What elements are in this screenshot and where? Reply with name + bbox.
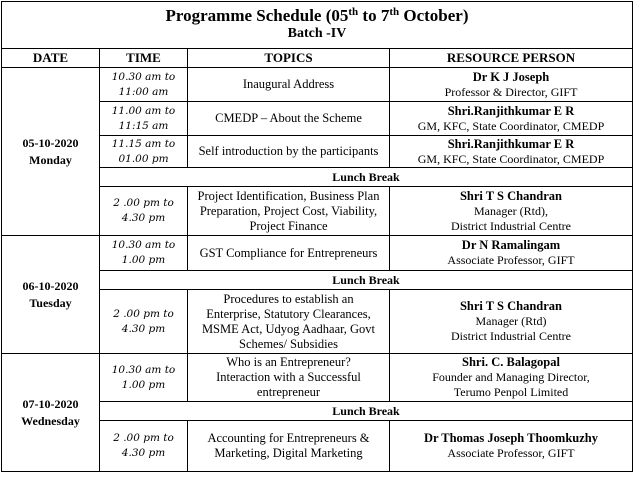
topic-cell xyxy=(188,421,390,472)
time-from: 10.30 am to xyxy=(111,239,176,251)
topic-line: entrepreneur xyxy=(256,385,321,399)
column-header-time: TIME xyxy=(100,49,188,68)
title-cell xyxy=(2,2,633,49)
resource-person-cell xyxy=(390,136,633,168)
resource-person-cell xyxy=(390,187,633,236)
topic-line: GST Compliance for Entrepreneurs xyxy=(199,245,378,260)
resource-person-name: Dr N Ramalingam xyxy=(461,238,561,252)
topic-line: MSME Act, Udyog Aadhaar, Govt xyxy=(201,321,376,336)
weekday-value: Tuesday xyxy=(29,295,72,310)
topic-line: Project Identification, Business Plan xyxy=(197,188,380,203)
topic-line: CMEDP – About the Scheme xyxy=(215,111,362,125)
topic-cell xyxy=(188,102,390,136)
topic-line: Self introduction by the participants xyxy=(198,144,379,158)
schedule-row xyxy=(2,236,633,271)
time-from: 10.30 am to xyxy=(111,363,176,376)
topic-line: Interaction with a Successful xyxy=(216,370,361,384)
time-to: 4.30 pm xyxy=(121,322,166,335)
date-value: 07-10-2020 xyxy=(22,396,79,411)
time-to: 11:15 am xyxy=(118,119,169,132)
lunch-break-cell: Lunch Break xyxy=(100,168,633,187)
title-sup-1: th xyxy=(348,6,359,18)
time-from: 2 .00 pm to xyxy=(113,432,174,444)
topic-cell xyxy=(188,290,390,354)
schedule-body xyxy=(2,2,633,472)
time-cell xyxy=(100,68,188,102)
resource-person-role: Founder and Managing Director, xyxy=(432,370,590,384)
topic-cell xyxy=(188,354,390,402)
time-to: 11:00 am xyxy=(118,85,169,98)
topic-cell xyxy=(188,68,390,102)
time-cell xyxy=(100,102,188,136)
resource-person-role: GM, KFC, State Coordinator, CMEDP xyxy=(417,118,605,133)
topic-cell xyxy=(188,236,390,271)
resource-person-role: Professor & Director, GIFT xyxy=(444,84,578,99)
page-title xyxy=(5,7,629,25)
resource-person-name: Dr K J Joseph xyxy=(472,69,550,84)
resource-person-cell xyxy=(390,102,633,136)
resource-person-role: GM, KFC, State Coordinator, CMEDP xyxy=(417,151,605,166)
batch-label: Batch -IV xyxy=(287,26,347,41)
topic-line: Schemes/ Subsidies xyxy=(239,336,338,351)
title-mid: to 7 xyxy=(358,6,390,25)
date-value: 06-10-2020 xyxy=(22,278,79,293)
resource-person-name: Shri.Ranjithkumar E R xyxy=(447,136,575,151)
weekday-value: Monday xyxy=(29,152,72,167)
resource-person-name: Shri.Ranjithkumar E R xyxy=(447,103,575,118)
date-value: 05-10-2020 xyxy=(22,135,79,150)
resource-person-name: Shri T S Chandran xyxy=(459,299,563,313)
column-header-topics: TOPICS xyxy=(188,49,390,68)
resource-person-cell xyxy=(390,68,633,102)
resource-person-role: Manager (Rtd), xyxy=(474,203,548,218)
time-from: 10.30 am to xyxy=(111,70,176,83)
time-cell xyxy=(100,354,188,402)
title-prefix: Programme Schedule (05 xyxy=(165,6,349,25)
column-header-resource: RESOURCE PERSON xyxy=(390,49,633,68)
schedule-row xyxy=(2,68,633,102)
resource-person-name: Shri T S Chandran xyxy=(459,188,563,203)
resource-person-role: Terumo Penpol Limited xyxy=(453,385,569,399)
column-header-row xyxy=(2,49,633,68)
lunch-break-cell: Lunch Break xyxy=(100,271,633,290)
time-from: 2 .00 pm to xyxy=(113,307,174,320)
schedule-row xyxy=(2,354,633,402)
time-to: 4.30 pm xyxy=(121,447,166,459)
time-from: 11.00 am to xyxy=(111,104,176,117)
time-cell xyxy=(100,290,188,354)
time-from: 2 .00 pm to xyxy=(113,197,174,209)
topic-cell xyxy=(188,136,390,168)
resource-person-cell xyxy=(390,290,633,354)
time-to: 1.00 pm xyxy=(121,254,166,266)
resource-person-cell xyxy=(390,421,633,472)
time-cell xyxy=(100,136,188,168)
topic-line: Enterprise, Statutory Clearances, xyxy=(206,306,371,321)
resource-person-cell xyxy=(390,236,633,271)
topic-cell xyxy=(188,187,390,236)
time-cell xyxy=(100,236,188,271)
title-suffix: October) xyxy=(399,6,469,25)
date-cell xyxy=(2,354,100,472)
column-header-date: DATE xyxy=(2,49,100,68)
date-cell xyxy=(2,68,100,236)
topic-line: Project Finance xyxy=(249,218,328,233)
time-cell xyxy=(100,421,188,472)
resource-person-role: Associate Professor, GIFT xyxy=(447,446,575,460)
topic-line: Marketing, Digital Marketing xyxy=(214,446,363,460)
resource-person-name: Dr Thomas Joseph Thoomkuzhy xyxy=(423,431,598,445)
time-cell xyxy=(100,187,188,236)
topic-line: Inaugural Address xyxy=(242,77,335,91)
topic-line: Procedures to establish an xyxy=(223,291,354,306)
resource-person-name: Shri. C. Balagopal xyxy=(462,355,560,369)
resource-person-role: District Industrial Centre xyxy=(451,218,571,233)
resource-person-role: Associate Professor, GIFT xyxy=(447,253,575,267)
lunch-break-cell: Lunch Break xyxy=(100,402,633,421)
time-to: 4.30 pm xyxy=(121,212,166,224)
resource-person-cell xyxy=(390,354,633,402)
topic-line: Preparation, Project Cost, Viability, xyxy=(199,203,378,218)
weekday-value: Wednesday xyxy=(21,413,80,428)
topic-line: Who is an Entrepreneur? xyxy=(226,355,351,369)
resource-person-role: Manager (Rtd) xyxy=(475,314,547,328)
title-sup-2: th xyxy=(389,6,400,18)
time-to: 1.00 pm xyxy=(121,378,166,391)
topic-line: Accounting for Entrepreneurs & xyxy=(207,431,370,445)
schedule-table xyxy=(1,1,633,472)
time-to: 01.00 pm xyxy=(118,152,169,165)
resource-person-role: District Industrial Centre xyxy=(451,329,571,343)
date-cell xyxy=(2,236,100,354)
time-from: 11.15 am to xyxy=(111,137,176,150)
